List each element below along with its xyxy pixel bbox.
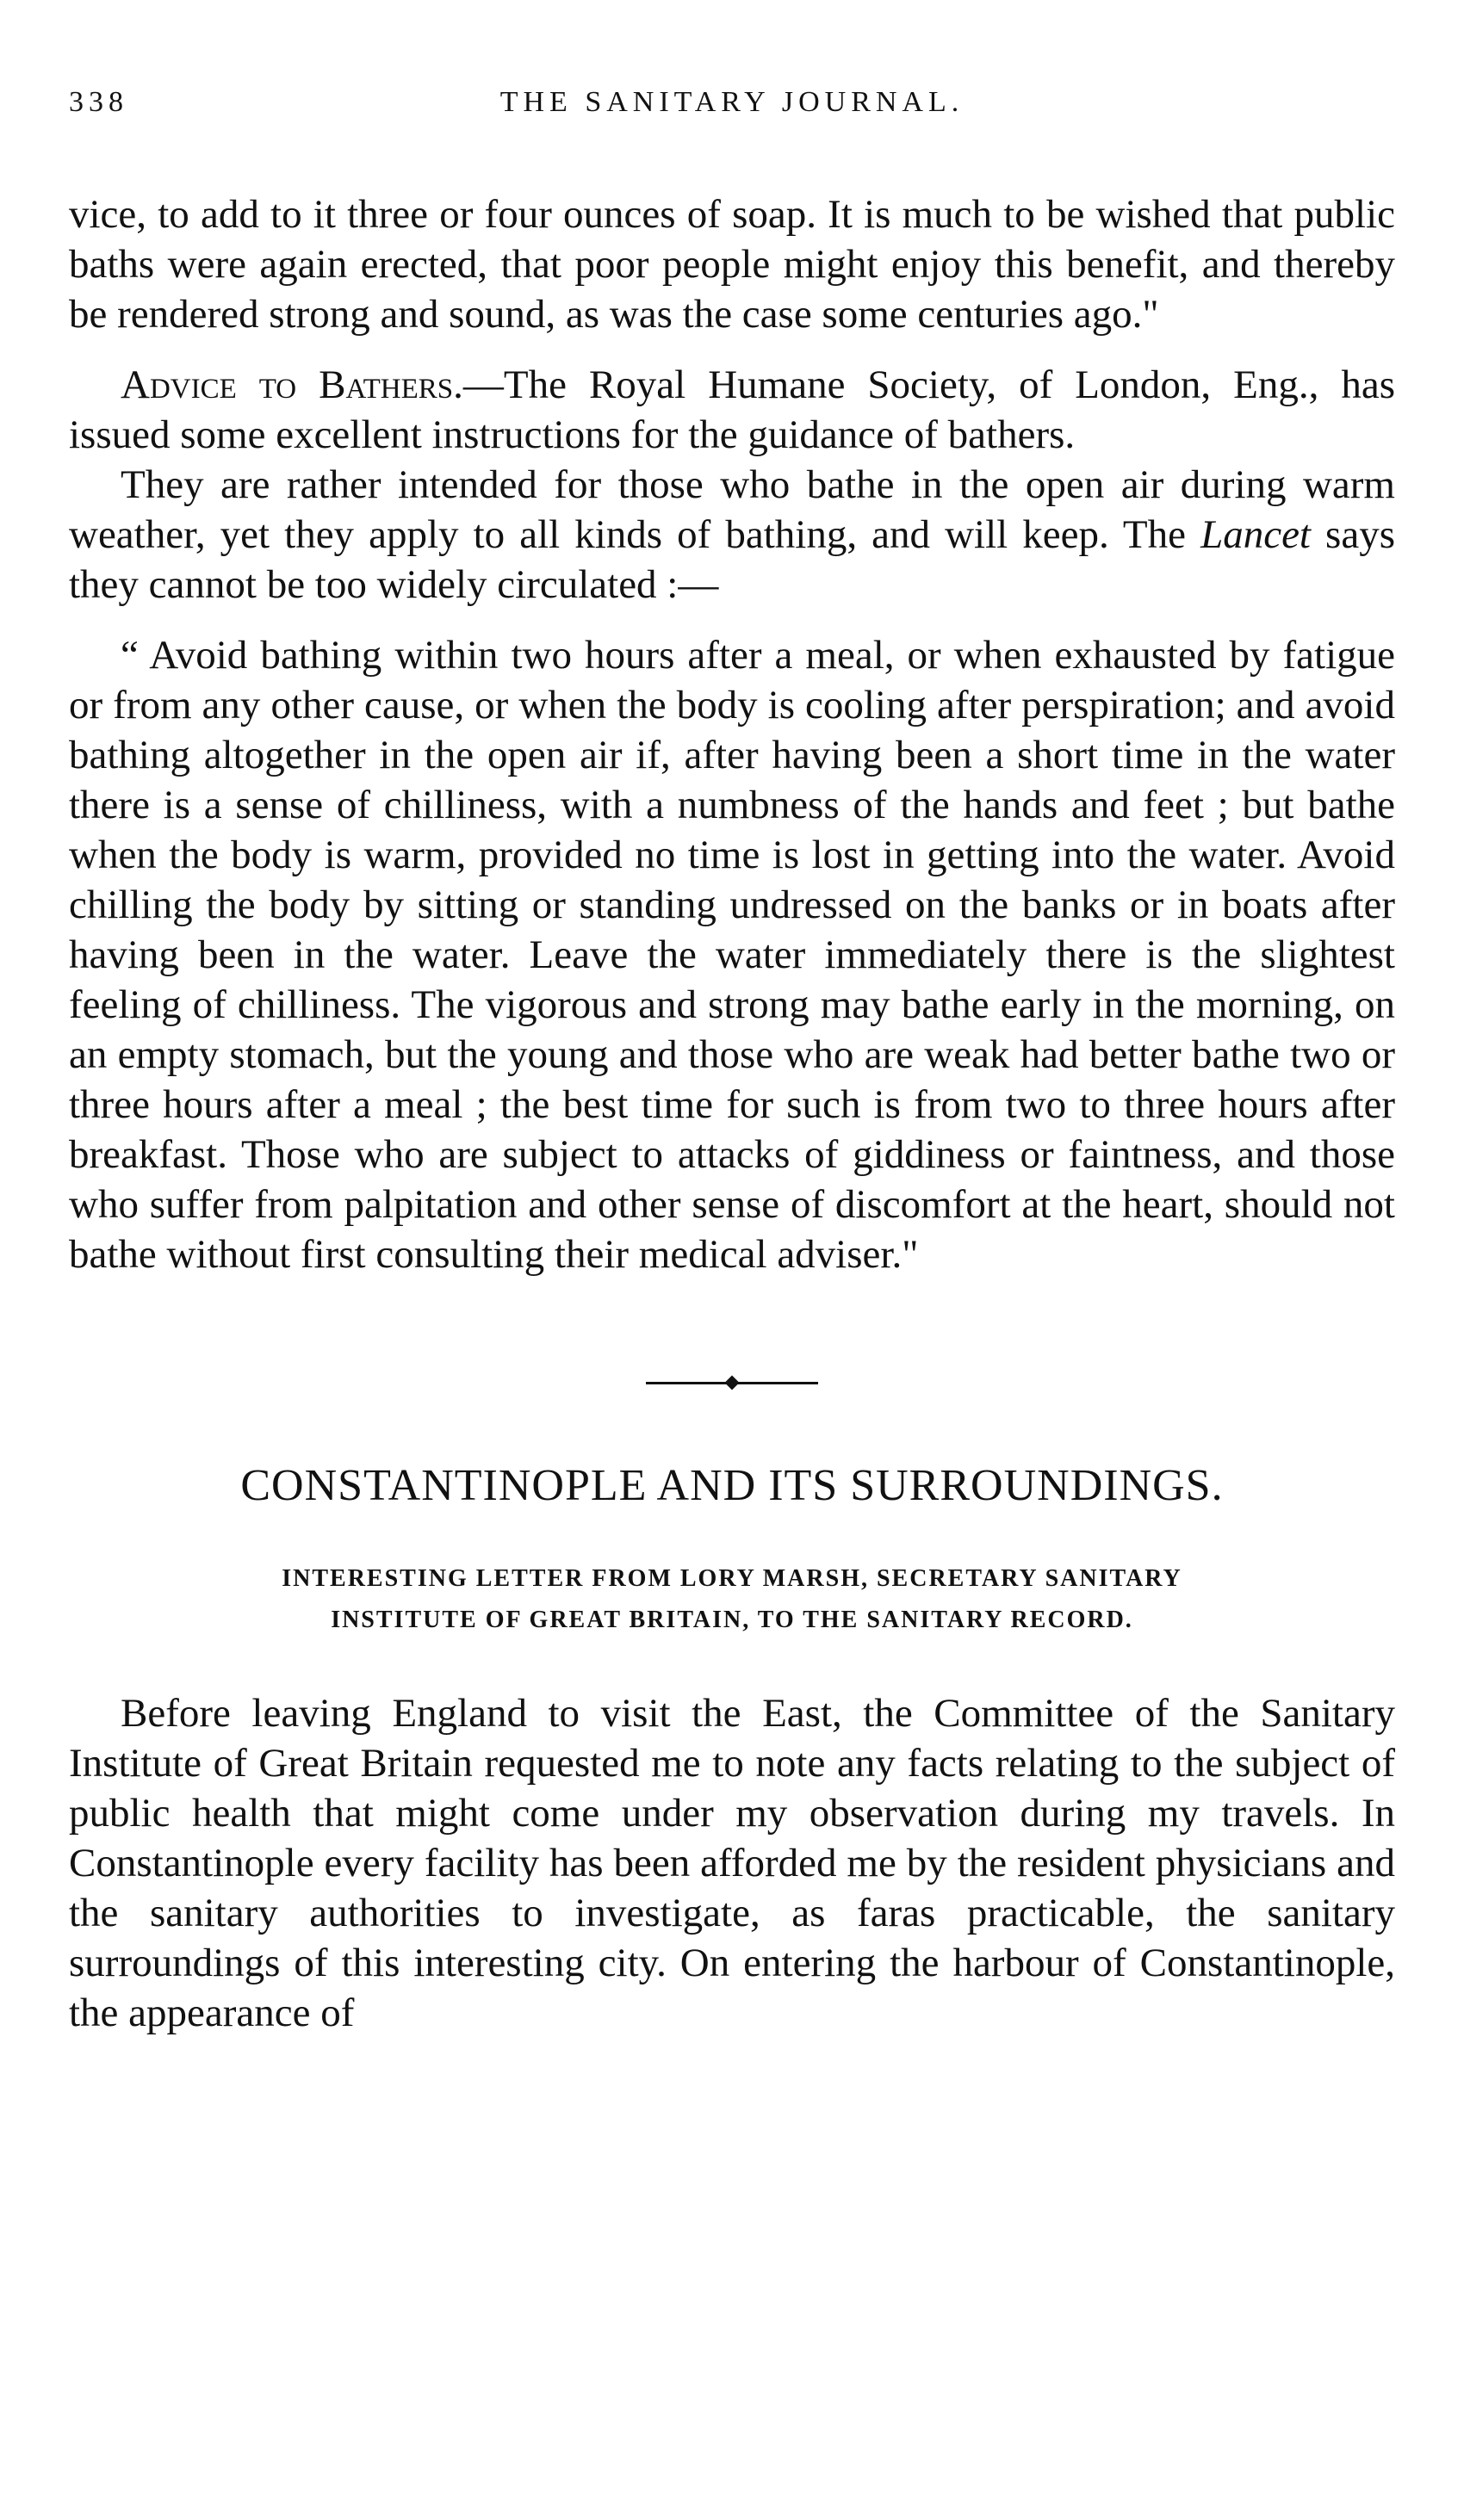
section-title: CONSTANTINOPLE AND ITS SURROUNDINGS. <box>240 1461 1224 1510</box>
advice-quote <box>69 630 1395 1279</box>
divider-diamond-icon <box>725 1376 740 1390</box>
document-page <box>69 86 1395 2038</box>
article-body <box>69 189 1395 1279</box>
advice-second-paragraph <box>69 460 1395 610</box>
section-body <box>69 1688 1395 2038</box>
page-number: 338 <box>69 86 128 118</box>
section-subtitle <box>69 1558 1395 1641</box>
advice-para2-after: says they cannot be too widely circulated :— <box>69 512 1395 607</box>
subtitle-line-2: INSTITUTE OF GREAT BRITAIN, TO THE SANITARY RECORD. <box>331 1607 1133 1633</box>
section-divider-ornament <box>646 1374 818 1391</box>
advice-intro-text: —The Royal Humane Society, of London, Eng., has issued some excellent instructions for the guidance of bathers. <box>69 362 1395 457</box>
lancet-title: Lancet <box>1200 512 1311 557</box>
journal-title: THE SANITARY JOURNAL. <box>499 86 965 118</box>
subtitle-line-1: INTERESTING LETTER FROM LORY MARSH, SECRETARY SANITARY <box>282 1565 1182 1592</box>
advice-quote-text: “ Avoid bathing within two hours after a meal, or when exhausted by fatigue or from any other cause, or when the body is cooling after perspiration; and avoid bathing altogether in the open air if, after having been a short time in the water there is a sense of chilliness, with a numbness of the hands and feet ; but bathe when the body is warm, provided no time is lost in getting into the water. Avoid chilling the body by sitting or standing undressed on the banks or in boats after having been in the water. Leave the water immediately there is the slightest feeling of chilliness. The vigorous and strong may bathe early in the morning, on an empty stomach, but the young and those who are weak had better bathe two or three hours after a meal ; the best time for such is from two to three hours after breakfast. Those who are subject to attacks of giddiness or faintness, and those who suffer from palpitation and other sense of discomfort at the heart, should not bathe without first consulting their medical adviser." <box>69 633 1395 1277</box>
advice-para2-before: They are rather intended for those who bathe in the open air during warm weather, yet they apply to all kinds of bathing, and will keep. The <box>69 462 1395 557</box>
advice-heading: Advice to Bathers. <box>121 362 463 407</box>
running-head <box>69 86 1395 138</box>
section-paragraph: Before leaving England to visit the East, the Committee of the Sanitary Institute of Great Britain requested me to note any facts relating to the subject of public health that might come under my observation during my travels. In Constantinople every facility has been afforded me by the resident physicians and the sanitary authorities to investigate, as faras practicable, the sanitary surroundings of this interesting city. On entering the harbour of Constantinople, the appearance of <box>69 1691 1395 2035</box>
advice-intro-paragraph <box>69 360 1395 460</box>
continuation-paragraph: vice, to add to it three or four ounces of soap. It is much to be wished that public baths were again erected, that poor people might enjoy this benefit, and thereby be rendered strong and sound, as was the case some centuries ago." <box>69 192 1395 337</box>
